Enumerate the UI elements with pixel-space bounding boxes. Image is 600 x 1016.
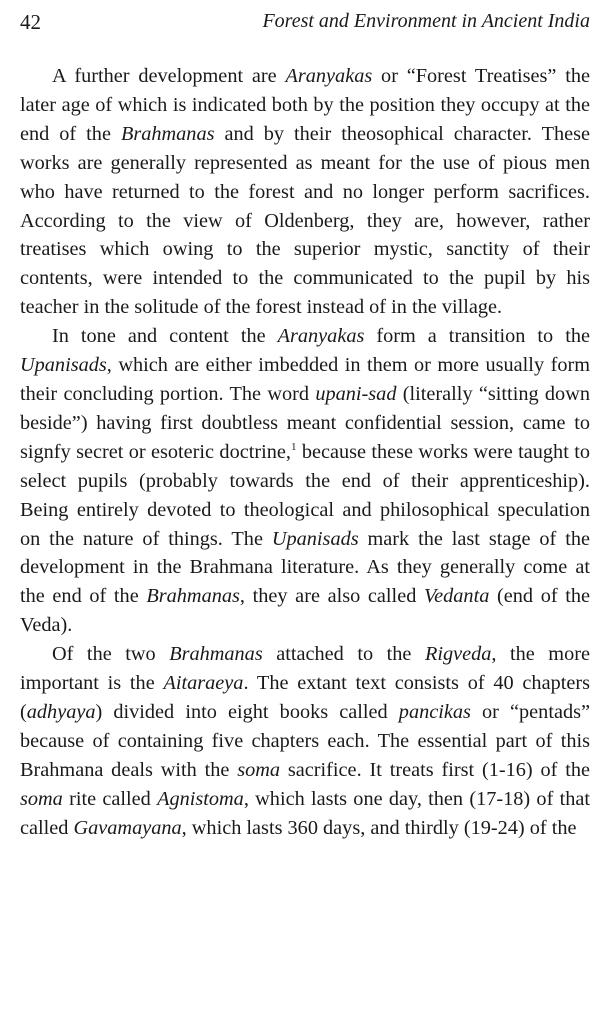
italic-term: adhyaya [26,700,96,723]
text-run: (literally “sitting down beside”) having first doubtless meant confidential session, came to signfy secret or esoteric doctrine, [20,382,590,463]
paragraph [20,640,590,842]
text-run: (end of the Veda). [20,585,591,637]
text-run: , which lasts 360 days, and thirdly (19-24) of the [181,816,577,839]
italic-term: Gavamayana [73,816,182,839]
text-run: sacrifice. It treats first (1-16) of the [280,758,590,781]
text-run: and by their theosophical character. These works are generally represented as meant for the use of pious men who have returned to the forest and no longer perform sacrifices. According to the view of Oldenberg, they are, however, rather treatises which owing to the superior mystic, sanctity of their contents, were intended to the communicated to the pupil by his teacher in the solitude of the forest instead of in the village. [20,122,590,319]
italic-term: soma [237,758,281,781]
paragraph [20,322,590,640]
text-run: ) divided into eight books called [95,700,399,723]
text-run: because these works were taught to select pupils (probably towards the end of their apprenticeship). Being entirely devoted to theological and philosophical speculation on the nature of things. The [20,440,590,550]
running-title: Forest and Environment in Ancient India [262,10,590,32]
paragraph [20,62,590,322]
italic-term: Aranyakas [285,65,373,87]
italic-term: Brahmanas [120,122,215,145]
footnote-marker: 1 [290,441,297,454]
italic-term: Brahmanas [146,585,240,608]
text-run: , they are also called [239,585,424,608]
text-run: or “pentads” because of containing five chapters each. The essential part of this Brahmana deals with the [20,700,590,781]
text-run: Of the two [52,643,170,666]
italic-term: soma [20,787,63,810]
italic-term: Agnistoma [157,787,244,810]
italic-term: upani-sad [315,382,397,405]
text-run: , which lasts one day, then (17-18) of that called [20,787,590,839]
italic-term: Aitaraeya [163,672,244,695]
italic-term: pancikas [398,700,471,723]
text-run: . The extant text consists of 40 chapters ( [20,672,590,723]
italic-term: Rigveda [424,643,492,666]
italic-term: Upanisads [20,354,107,377]
text-run: In tone and content the [52,325,278,348]
running-head [20,6,590,46]
text-run: rite called [62,787,158,810]
italic-term: Vedanta [424,585,490,608]
text-run: , which are either imbedded in them or more usually form their concluding portion. The word [20,354,590,405]
italic-term: Brahmanas [169,643,263,666]
text-run: or “Forest Treatises” the later age of which is indicated both by the position they occupy at the end of the [20,65,590,145]
italic-term: Upanisads [271,527,359,550]
text-run: form a transition to the [364,325,590,348]
italic-term: Aranyakas [277,325,365,348]
page-number: 42 [20,10,41,34]
text-run: A further development are [52,65,286,87]
text-run: attached to the [262,643,425,666]
text-run: mark the last stage of the development in the Brahmana literature. As they generally come at the end of the [20,527,590,608]
body-text [20,62,590,842]
text-run: , the more important is the [20,643,590,695]
